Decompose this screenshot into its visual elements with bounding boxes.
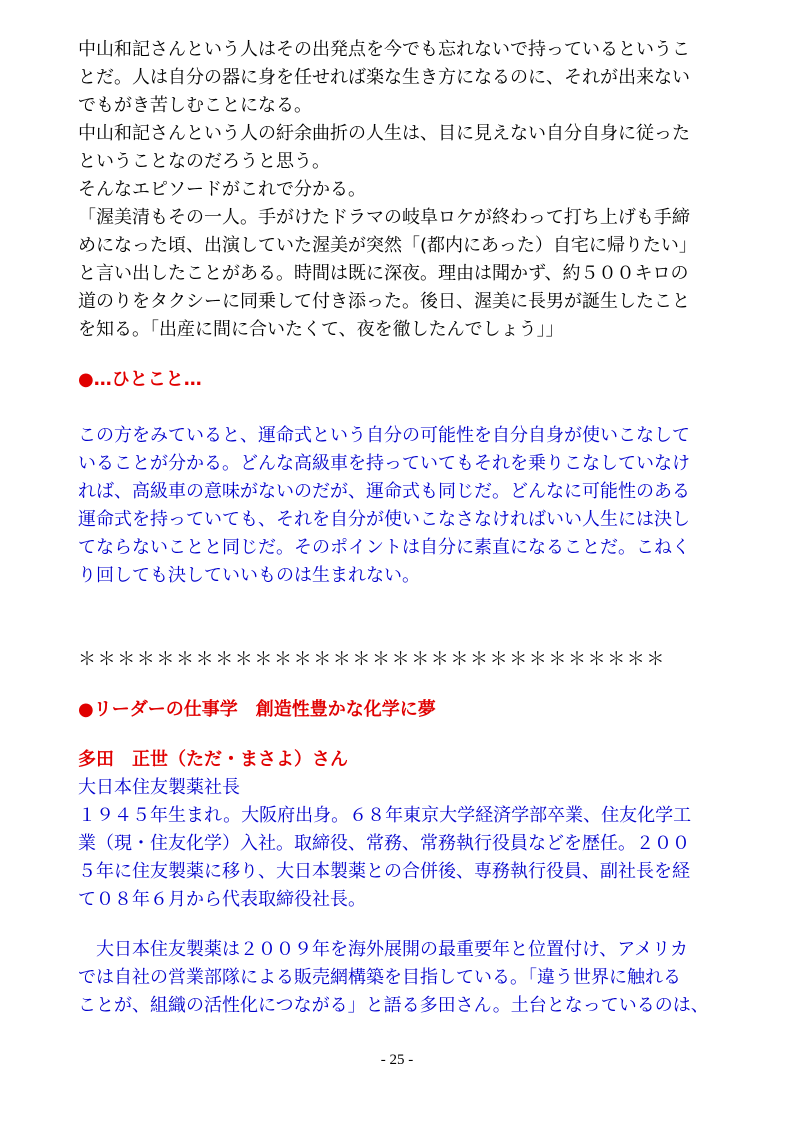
page-number: - 25 - xyxy=(380,1052,414,1068)
text-line: 大日本住友製薬は２００９年を海外展開の最重要年と位置付け、アメリカ xyxy=(96,939,689,960)
text-line: めになった頃、出演していた渥美が突然「(都内にあった）自宅に帰りたい」 xyxy=(78,235,697,256)
text-line: 業（現・住友化学）入社。取締役、常務、常務執行役員などを歴任。２００ xyxy=(78,833,690,854)
article-paragraph xyxy=(78,936,718,1020)
text-line: そんなエピソードがこれで分かる。 xyxy=(78,179,366,200)
section-separator: ＊＊＊＊＊＊＊＊＊＊＊＊＊＊＊＊＊＊＊＊＊＊＊＊＊＊＊＊＊＊ xyxy=(78,649,666,670)
text-line: て０８年６月から代表取締役社長。 xyxy=(78,889,366,910)
text-line: り回しても決していいものは生まれない。 xyxy=(78,565,420,586)
text-line: 「渥美清もその一人。手がけたドラマの岐阜ロケが終わって打ち上げも手締 xyxy=(78,207,690,228)
text-line: でもがき苦しむことになる。 xyxy=(78,95,312,116)
text-line: ことが、組織の活性化につながる」と語る多田さん。土台となっているのは、 xyxy=(78,995,709,1016)
comment-heading: ●…ひとこと… xyxy=(78,369,202,390)
text-line: 運命式を持っていても、それを自分が使いこなさなければいい人生には決し xyxy=(78,509,690,530)
text-line: １９４５年生まれ。大阪府出身。６８年東京大学経済学部卒業、住友化学工 xyxy=(78,805,692,826)
text-line: を知る。「出産に間に合いたくて、夜を徹したんでしょう」」 xyxy=(78,319,564,340)
text-line: 中山和記さんという人はその出発点を今でも忘れないで持っているというこ xyxy=(78,39,690,60)
person-name: 多田 正世（ただ・まさよ）さん xyxy=(78,749,348,770)
text-line: ５年に住友製薬に移り、大日本製薬との合併後、専務執行役員、副社長を経 xyxy=(78,861,690,882)
text-line: いることが分かる。どんな高級車を持っていてもそれを乗りこなしていなけ xyxy=(78,453,690,474)
text-line: てならないことと同じだ。そのポイントは自分に素直になることだ。こねく xyxy=(78,537,690,558)
person-title: 大日本住友製薬社長 xyxy=(78,777,240,798)
article-heading: ●リーダーの仕事学 創造性豊かな化学に夢 xyxy=(78,699,436,720)
intro-paragraph xyxy=(78,36,718,344)
text-line: と言い出したことがある。時間は既に深夜。理由は聞かず、約５００キロの xyxy=(78,263,689,284)
page-content xyxy=(78,36,718,1020)
comment-paragraph xyxy=(78,422,718,590)
text-line: 道のりをタクシーに同乗して付き添った。後日、渥美に長男が誕生したこと xyxy=(78,291,690,312)
text-line: では自社の営業部隊による販売網構築を目指している。「違う世界に触れる xyxy=(78,967,681,988)
text-line: ということなのだろうと思う。 xyxy=(78,151,330,172)
text-line: 中山和記さんという人の紆余曲折の人生は、目に見えない自分自身に従った xyxy=(78,123,690,144)
text-line: この方をみていると、運命式という自分の可能性を自分自身が使いこなして xyxy=(78,425,690,446)
profile-paragraph xyxy=(78,802,718,914)
text-line: とだ。人は自分の器に身を任せれば楽な生き方になるのに、それが出来ない xyxy=(78,67,690,88)
text-line: れば、高級車の意味がないのだが、運命式も同じだ。どんなに可能性のある xyxy=(78,481,690,502)
